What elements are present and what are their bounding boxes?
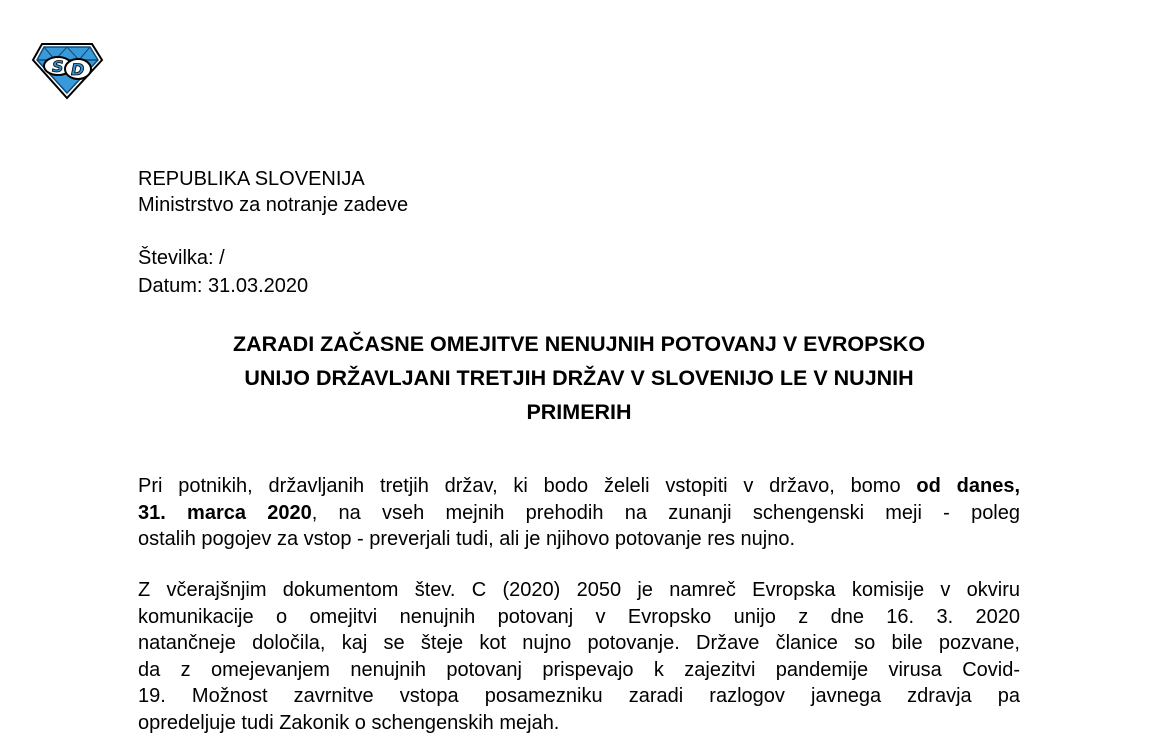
bold-text: od danes, — [916, 475, 1020, 497]
diamond-logo-icon — [30, 40, 105, 100]
paragraph-2 — [138, 577, 1020, 736]
paragraph-line: natančneje določila, kaj se šteje kot nujno potovanje. Države članice so bile pozvane, — [138, 632, 1020, 654]
country-name: REPUBLIKA SLOVENIJA — [138, 168, 365, 190]
ministry-name: Ministrstvo za notranje zadeve — [138, 194, 409, 216]
document-number: Številka: / — [138, 247, 225, 269]
text-segment: Pri potnikih, državljanih tretjih držav, ki bodo želeli vstopiti v državo, bomo — [138, 475, 917, 497]
paragraph-line: Z včerajšnjim dokumentom štev. C (2020) 2050 je namreč Evropska komisije v okviru — [138, 579, 1020, 601]
document-title — [138, 327, 1020, 429]
text-segment: , na vseh mejnih prehodih na zunanji schengenski meji - poleg — [311, 501, 1020, 524]
issuer-block — [138, 166, 408, 218]
title-line: ZARADI ZAČASNE OMEJITVE NENUJNIH POTOVANJ V EVROPSKO — [232, 332, 926, 356]
paragraph-1 — [138, 473, 1020, 553]
paragraph-line: komunikacije o omejitvi nenujnih potovanj v Evropsko unijo z dne 16. 3. 2020 — [138, 605, 1020, 628]
bold-text: 31. marca 2020 — [138, 501, 312, 524]
paragraph-line: ostalih pogojev za vstop - preverjali tudi, ali je njihovo potovanje res nujno. — [138, 528, 796, 550]
paragraph-line: 19. Možnost zavrnitve vstopa posamezniku zaradi razlogov javnega zdravja pa — [138, 685, 1020, 707]
document-date: Datum: 31.03.2020 — [138, 275, 309, 297]
paragraph-line — [138, 500, 1020, 527]
paragraph-line — [138, 473, 1020, 500]
paragraph-line: opredeljuje tudi Zakonik o schengenskih mejah. — [138, 711, 560, 734]
title-line: PRIMERIH — [526, 400, 632, 424]
svg-text:D: D — [71, 60, 85, 79]
document-meta — [138, 244, 308, 300]
paragraph-line: da z omejevanjem nenujnih potovanj prispevajo k zajezitvi pandemije virusa Covid- — [138, 658, 1020, 681]
title-line: UNIJO DRŽAVLJANI TRETJIH DRŽAV V SLOVENIJO LE V NUJNIH — [244, 366, 914, 390]
svg-text:S: S — [52, 57, 64, 76]
